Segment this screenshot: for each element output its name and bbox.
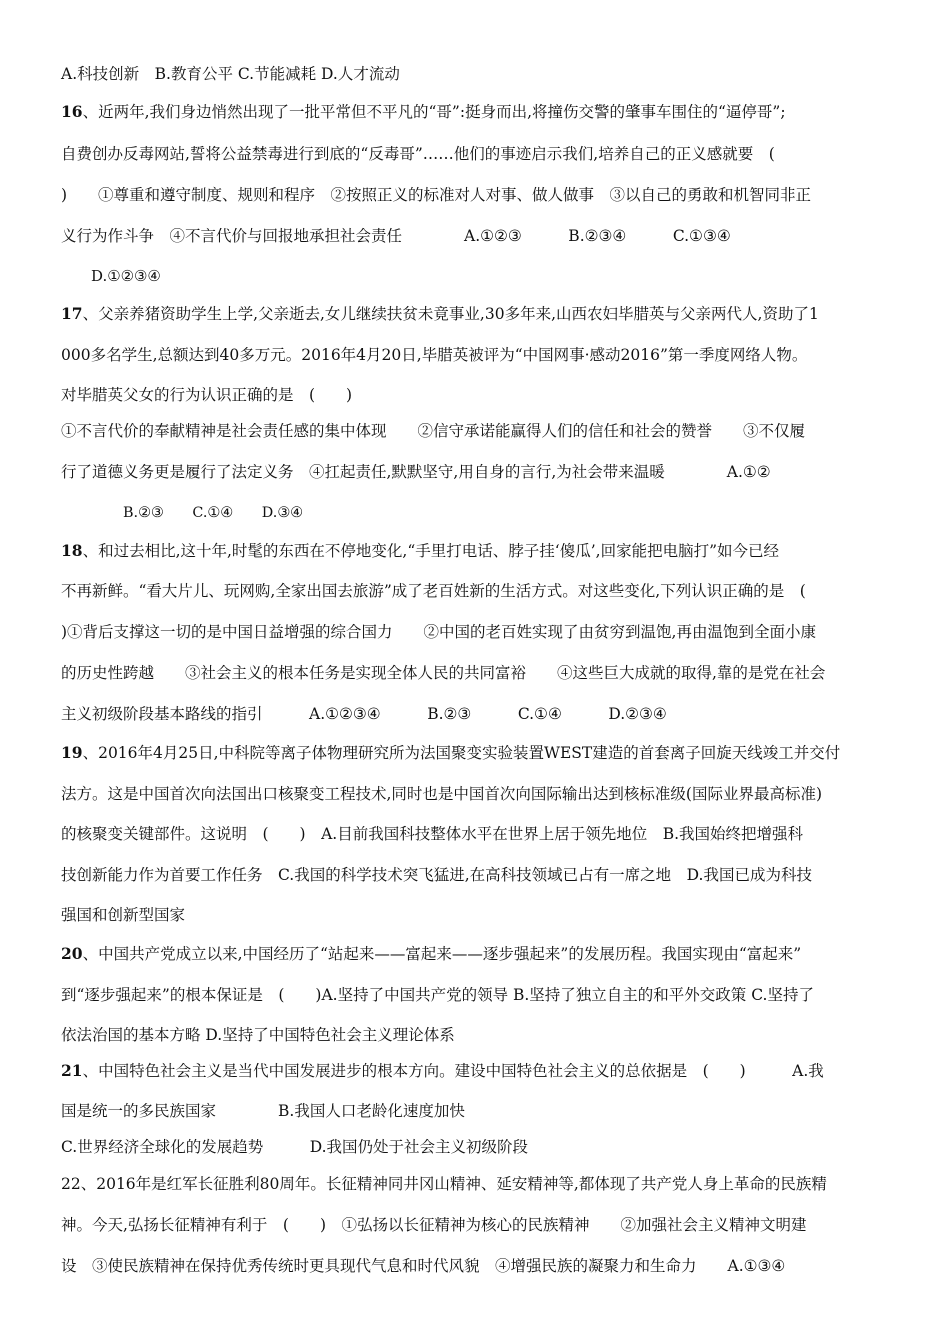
question-number: 20 xyxy=(61,944,83,963)
q18-choices-line-1: )①背后支撑这一切的是中国日益增强的综合国力 ②中国的老百姓实现了由贫穷到温饱,再由温饱到全面小康 xyxy=(61,623,816,641)
q17-stem-line-2: 000多名学生,总额达到40多万元。2016年4月20日,毕腊英被评为“中国网事·感动2016”第一季度网络人物。 xyxy=(61,346,808,364)
q21-choices-line-2: C.世界经济全球化的发展趋势 D.我国仍处于社会主义初级阶段 xyxy=(61,1138,529,1156)
q18-stem-line-2: 不再新鲜。“看大片儿、玩网购,全家出国去旅游”成了老百姓新的生活方式。对这些变化,下列认识正确的是 ( xyxy=(61,582,806,600)
q22-stem-line-2: 神。今天,弘扬长征精神有利于 ( ) ①弘扬以长征精神为核心的民族精神 ②加强社会主义精神文明建 xyxy=(61,1216,807,1234)
q21-stem-line-1: 21、中国特色社会主义是当代中国发展进步的根本方向。建设中国特色社会主义的总依据是 ( ) A.我 xyxy=(61,1061,824,1080)
q19-choices-line-3: 强国和创新型国家 xyxy=(61,906,186,924)
question-number: 18 xyxy=(61,541,83,560)
question-number: 16 xyxy=(61,102,83,121)
q16-stem-line-1: 16、近两年,我们身边悄然出现了一批平常但不平凡的“哥”:挺身而出,将撞伤交警的肇事车围住的“逼停哥”; xyxy=(61,102,786,121)
question-number: 19 xyxy=(61,743,83,762)
q20-stem-line-1: 20、中国共产党成立以来,中国经历了“站起来——富起来——逐步强起来”的发展历程。我国实现由“富起来” xyxy=(61,944,802,963)
q19-choices-line-1: 的核聚变关键部件。这说明 ( ) A.目前我国科技整体水平在世界上居于领先地位 B.我国始终把增强科 xyxy=(61,825,804,843)
q22-stem-line-1: 22、2016年是红军长征胜利80周年。长征精神同井冈山精神、延安精神等,都体现了共产党人身上革命的民族精 xyxy=(61,1175,827,1193)
q17-choices-line-1: ①不言代价的奉献精神是社会责任感的集中体现 ②信守承诺能赢得人们的信任和社会的赞誉 ③不仅履 xyxy=(61,422,806,440)
q21-choices-line-1: 国是统一的多民族国家 B.我国人口老龄化速度加快 xyxy=(61,1102,465,1120)
q16-choices-line-2: 义行为作斗争 ④不言代价与回报地承担社会责任 A.①②③ B.②③④ C.①③④ xyxy=(61,227,731,245)
q18-stem-line-1: 18、和过去相比,这十年,时髦的东西在不停地变化,“手里打电话、脖子挂‘傻瓜’,回家能把电脑打”如今已经 xyxy=(61,541,779,560)
question-number: 17 xyxy=(61,304,83,323)
q16-option-d: D.①②③④ xyxy=(91,267,161,285)
question-number: 21 xyxy=(61,1061,83,1080)
q16-choices-line-1: ) ①尊重和遵守制度、规则和程序 ②按照正义的标准对人对事、做人做事 ③以自己的勇敢和机智同非正 xyxy=(61,186,812,204)
q16-stem-line-2: 自费创办反毒网站,誓将公益禁毒进行到底的“反毒哥”……他们的事迹启示我们,培养自己的正义感就要 ( xyxy=(61,145,775,163)
q17-stem-line-1: 17、父亲养猪资助学生上学,父亲逝去,女儿继续扶贫未竟事业,30多年来,山西农妇毕腊英与父亲两代人,资助了1 xyxy=(61,304,819,323)
q19-stem-line-2: 法方。这是中国首次向法国出口核聚变工程技术,同时也是中国首次向国际输出达到核标准级(国际业界最高标准) xyxy=(61,785,823,803)
q17-options: B.②③ C.①④ D.③④ xyxy=(123,505,304,521)
q15-options: A.科技创新 B.教育公平 C.节能减耗 D.人才流动 xyxy=(61,65,400,83)
q20-choices-line: 依法治国的基本方略 D.坚持了中国特色社会主义理论体系 xyxy=(61,1026,455,1044)
q20-stem-line-2: 到“逐步强起来”的根本保证是 ( )A.坚持了中国共产党的领导 B.坚持了独立自主的和平外交政策 C.坚持了 xyxy=(61,986,814,1004)
q18-options: 主义初级阶段基本路线的指引 A.①②③④ B.②③ C.①④ D.②③④ xyxy=(61,705,667,723)
q19-stem-line-1: 19、2016年4月25日,中科院等离子体物理研究所为法国聚变实验装置WEST建造的首套离子回旋天线竣工并交付 xyxy=(61,743,841,762)
q19-choices-line-2: 技创新能力作为首要工作任务 C.我国的科学技术突飞猛进,在高科技领域已占有一席之地 D.我国已成为科技 xyxy=(61,866,812,884)
q22-choices-line: 设 ③使民族精神在保持优秀传统时更具现代气息和时代风貌 ④增强民族的凝聚力和生命力 A.①③④ xyxy=(61,1257,786,1275)
q17-stem-line-3: 对毕腊英父女的行为认识正确的是 ( ) xyxy=(61,386,353,404)
q18-choices-line-2: 的历史性跨越 ③社会主义的根本任务是实现全体人民的共同富裕 ④这些巨大成就的取得,靠的是党在社会 xyxy=(61,664,826,682)
q17-choices-line-2: 行了道德义务更是履行了法定义务 ④扛起责任,默默坚守,用自身的言行,为社会带来温暖 A.①② xyxy=(61,463,771,481)
